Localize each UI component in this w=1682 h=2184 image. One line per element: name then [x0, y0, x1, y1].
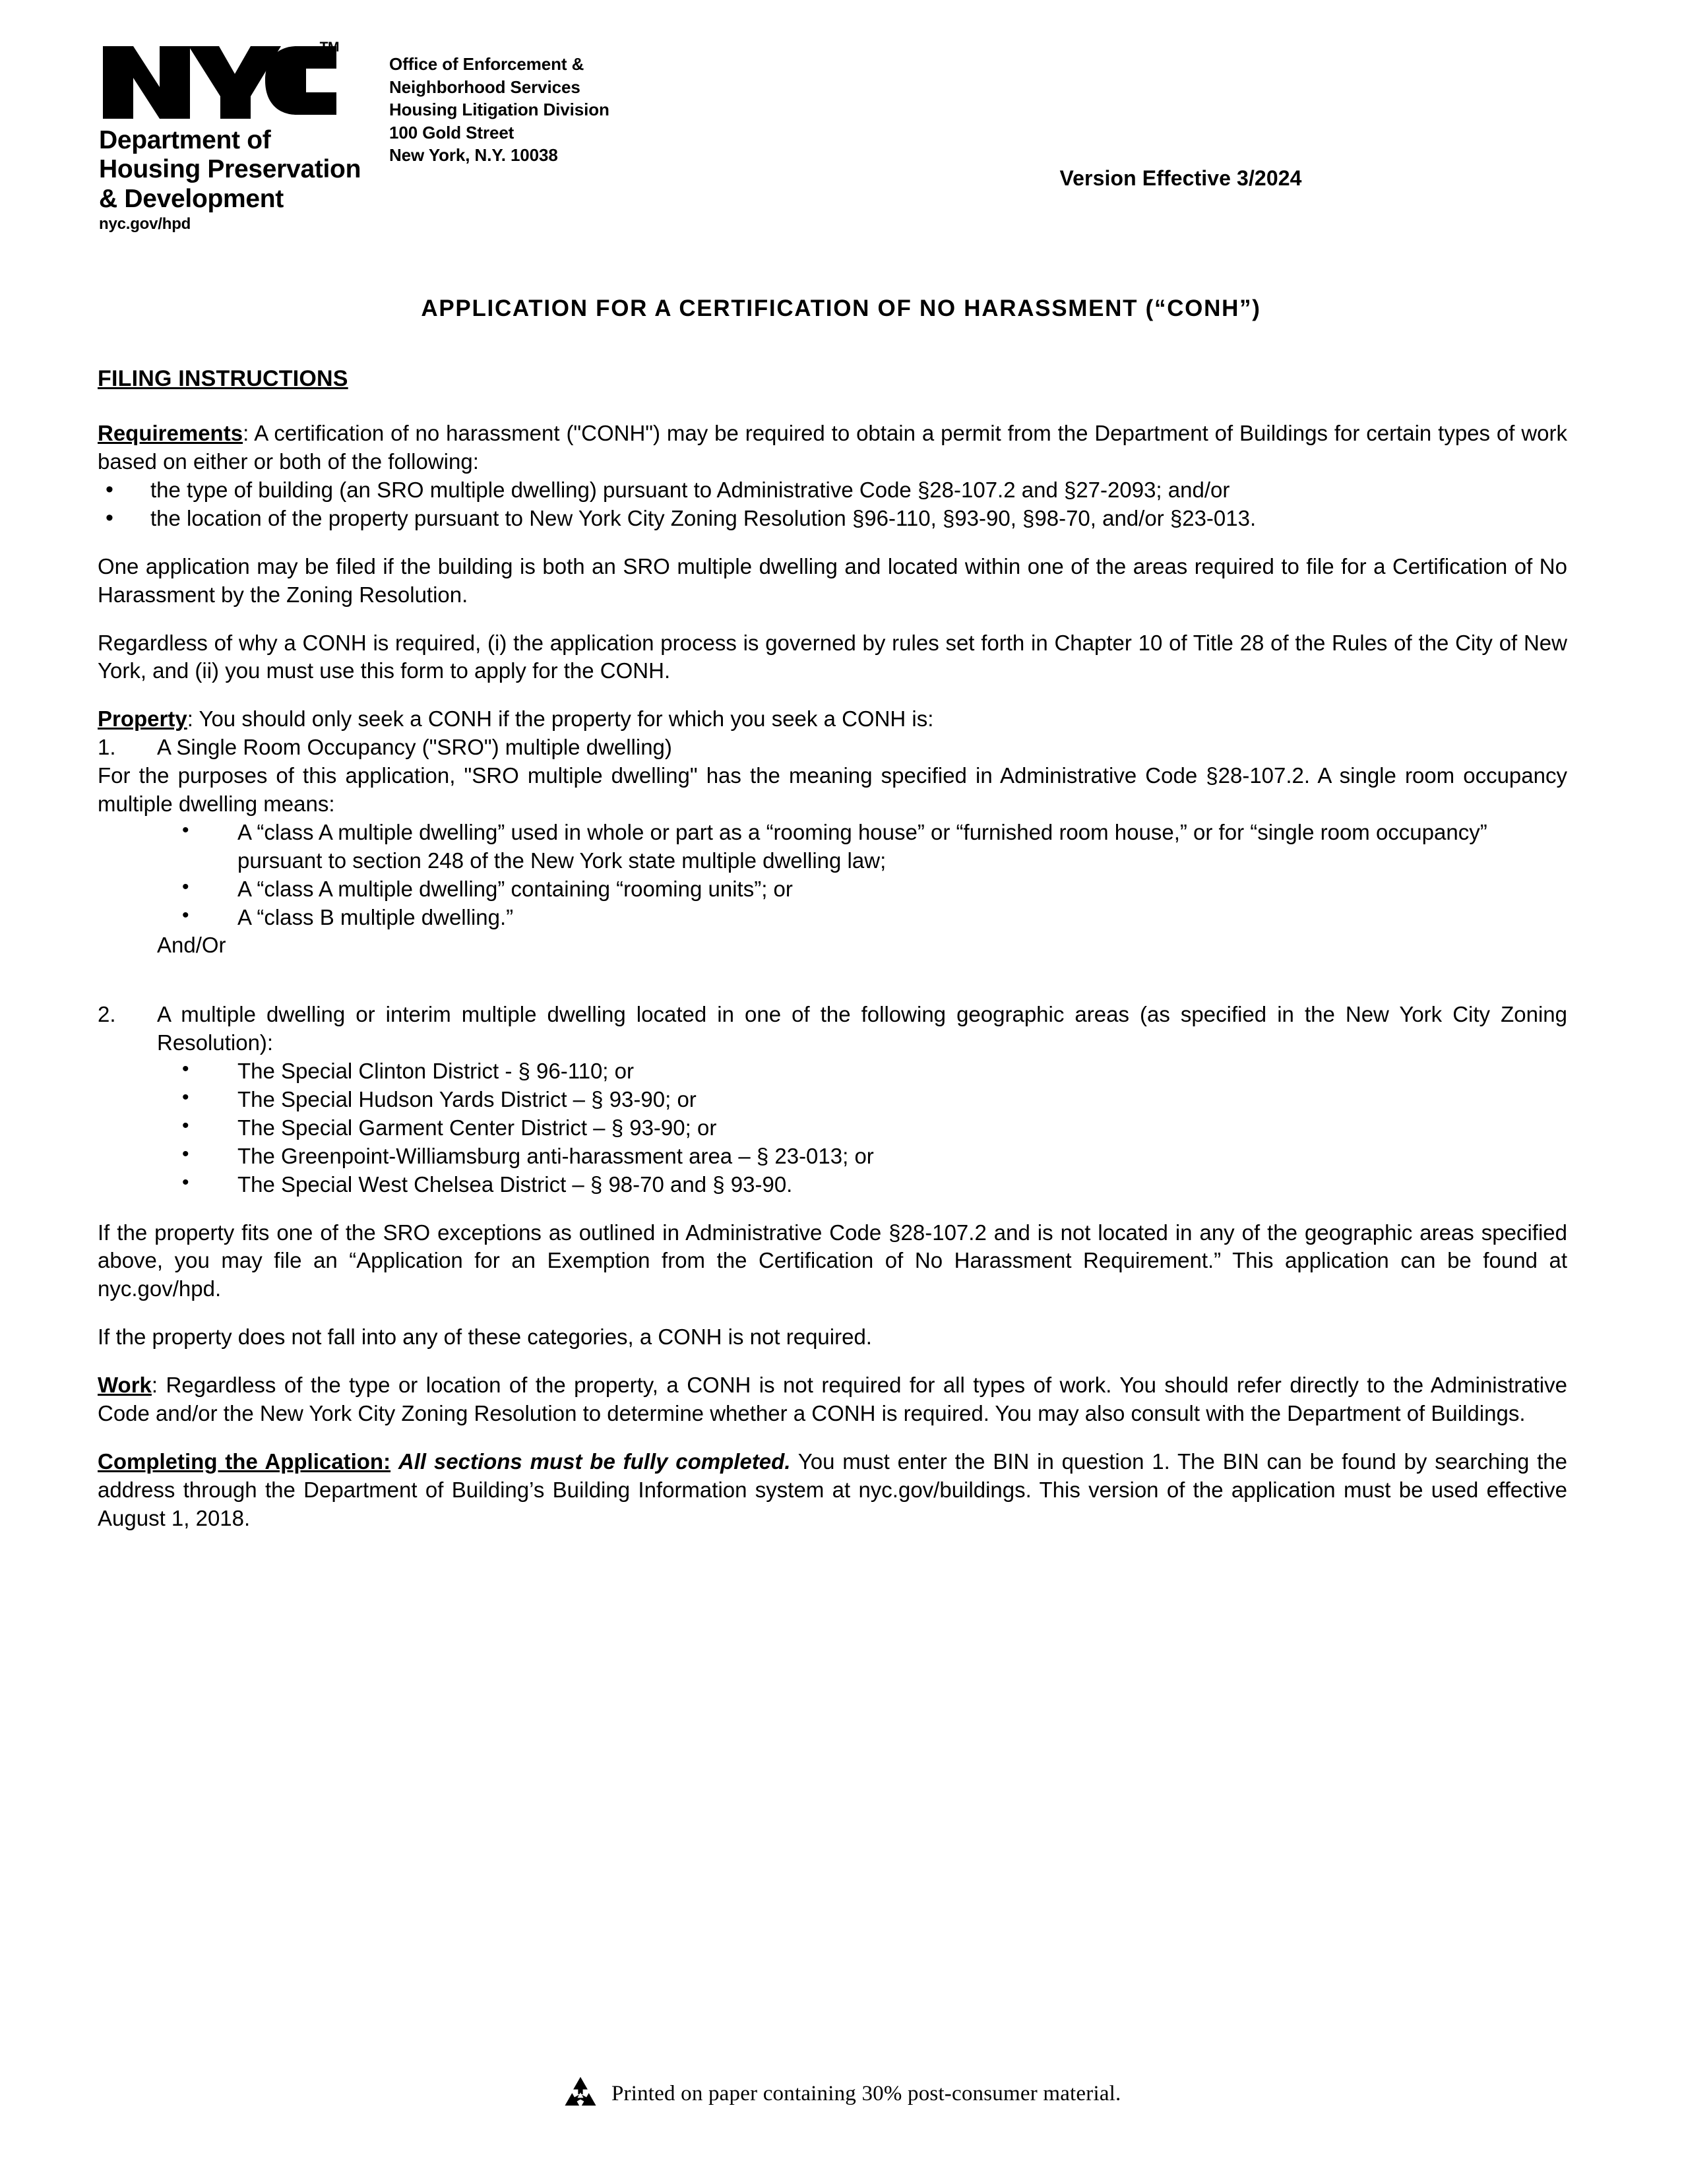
list-item: [98, 819, 1567, 875]
property-numbered-list: [98, 733, 1567, 762]
district-bullet-list: [98, 1057, 1567, 1199]
list-item: [98, 904, 1567, 932]
property-item2-number: 2.: [98, 1002, 116, 1027]
sro-bullet-1: A “class A multiple dwelling” used in whole or part as a “rooming house” or “furnished room house,” or for “single room occupancy” pursuant to section 248 of the New York state multiple dwelling law;: [237, 819, 1487, 873]
list-item: [98, 1057, 1567, 1086]
sro-bullet-2: A “class A multiple dwelling” containing “rooming units”; or: [237, 876, 793, 901]
completing-application-paragraph: [98, 1448, 1567, 1533]
version-effective: Version Effective 3/2024: [1059, 166, 1302, 190]
department-name-line2: Housing Preservation: [99, 155, 361, 184]
not-required-paragraph: If the property does not fall into any of these categories, a CONH is not required.: [98, 1325, 872, 1350]
office-address-line-1: Office of Enforcement &: [389, 54, 584, 74]
list-item: [98, 476, 1567, 505]
district-bullet-5: The Special West Chelsea District – § 98-70 and § 93-90.: [237, 1171, 793, 1197]
footer-inner: [561, 2075, 1121, 2113]
property-item1-number: 1.: [98, 735, 116, 760]
requirements-intro: : A certification of no harassment ("CONH") may be required to obtain a permit from the Department of Buildings for certain types of work based on either or both of the following:: [98, 421, 1567, 474]
trademark-symbol: TM: [319, 40, 339, 55]
footer-text: Printed on paper containing 30% post-consumer material.: [611, 2081, 1121, 2106]
list-item: [98, 733, 1567, 762]
list-item: [98, 1142, 1567, 1171]
list-item: [98, 505, 1567, 533]
property-item2-text: A multiple dwelling or interim multiple dwelling located in one of the following geographic areas (as specified in the New York City Zoning Resolution):: [157, 1002, 1567, 1055]
list-item: [98, 1001, 1567, 1057]
requirements-bullet-2: the location of the property pursuant to New York City Zoning Resolution §96-110, §93-90, §98-70, and/or §23-013.: [150, 505, 1257, 530]
document-body: [98, 364, 1567, 1533]
district-bullet-3: The Special Garment Center District – § 93-90; or: [237, 1115, 717, 1140]
completing-emphasis: All sections must be fully completed.: [398, 1449, 791, 1474]
department-name-line1: Department of: [99, 126, 271, 154]
requirements-bullet-list: [98, 476, 1567, 533]
office-address: [389, 53, 609, 167]
document-footer: [0, 2075, 1682, 2113]
and-or-text: And/Or: [157, 933, 226, 958]
regardless-paragraph: Regardless of why a CONH is required, (i) the application process is governed by rules set forth in Chapter 10 of Title 28 of the Rules of the City of New York, and (ii) you must use this form to apply for the CONH.: [98, 630, 1567, 683]
filing-instructions-heading: FILING INSTRUCTIONS: [98, 366, 348, 391]
list-item: [98, 1114, 1567, 1142]
property-label: Property: [98, 706, 187, 732]
sro-exceptions-paragraph: If the property fits one of the SRO exceptions as outlined in Administrative Code §28-107.2 and is not located in any of the geographic areas specified above, you may file an “Application for an Exemption from the Certification of No Harassment Requirement.” This application can be found at nyc.gov/hpd.: [98, 1220, 1567, 1301]
list-item: [98, 875, 1567, 904]
nyc-logo-icon: [99, 40, 339, 120]
office-address-line-5: New York, N.Y. 10038: [389, 145, 558, 166]
sro-bullet-3: A “class B multiple dwelling.”: [237, 904, 514, 929]
district-bullet-1: The Special Clinton District - § 96-110; or: [237, 1059, 634, 1084]
requirements-bullet-1: the type of building (an SRO multiple dwelling) pursuant to Administrative Code §28-107.2 and §27-2093; and/or: [150, 477, 1230, 502]
district-bullet-2: The Special Hudson Yards District – § 93-90; or: [237, 1087, 697, 1111]
requirements-paragraph: [98, 420, 1567, 476]
department-name-line3: & Development: [99, 184, 284, 213]
page-title: APPLICATION FOR A CERTIFICATION OF NO HARASSMENT (“CONH”): [421, 296, 1261, 321]
department-website: nyc.gov/hpd: [99, 215, 191, 234]
work-label: Work: [98, 1373, 152, 1398]
work-text: : Regardless of the type or location of the property, a CONH is not required for all types of work. You should refer directly to the Administrative Code and/or the New York City Zoning Resolution to determine whether a CONH is required. You may also consult with the Department of Buildings.: [98, 1373, 1567, 1426]
sro-definition-paragraph: For the purposes of this application, "SRO multiple dwelling" has the meaning specified in Administrative Code §28-107.2. A single room occupancy multiple dwelling means:: [98, 763, 1567, 816]
completing-text: You must enter the BIN in question 1. The BIN can be found by searching the address through the Department of Building’s Building Information system at nyc.gov/buildings. This version of the application must be used effective August 1, 2018.: [98, 1449, 1567, 1530]
office-address-line-3: Housing Litigation Division: [389, 100, 609, 120]
department-name: [99, 126, 389, 214]
work-paragraph: [98, 1371, 1567, 1428]
property-intro: : You should only seek a CONH if the property for which you seek a CONH is:: [187, 706, 934, 732]
property-numbered-list-2: [98, 1001, 1567, 1057]
office-address-line-2: Neighborhood Services: [389, 77, 580, 97]
one-application-paragraph: One application may be filed if the building is both an SRO multiple dwelling and located within one of the areas required to file for a Certification of No Harassment by the Zoning Resolution.: [98, 553, 1567, 607]
recycle-icon: [561, 2075, 600, 2113]
requirements-label: Requirements: [98, 421, 243, 446]
district-bullet-4: The Greenpoint-Williamsburg anti-harassment area – § 23-013; or: [237, 1143, 874, 1168]
property-item1-text: A Single Room Occupancy ("SRO") multiple dwelling): [157, 735, 672, 760]
document-header: [99, 41, 1583, 259]
completing-label: Completing the Application:: [98, 1449, 391, 1474]
sro-bullet-list: [98, 819, 1567, 932]
list-item: [98, 1086, 1567, 1114]
property-paragraph: [98, 705, 1567, 733]
office-address-line-4: 100 Gold Street: [389, 122, 514, 142]
agency-logo-block: [99, 41, 389, 234]
list-item: [98, 1171, 1567, 1199]
